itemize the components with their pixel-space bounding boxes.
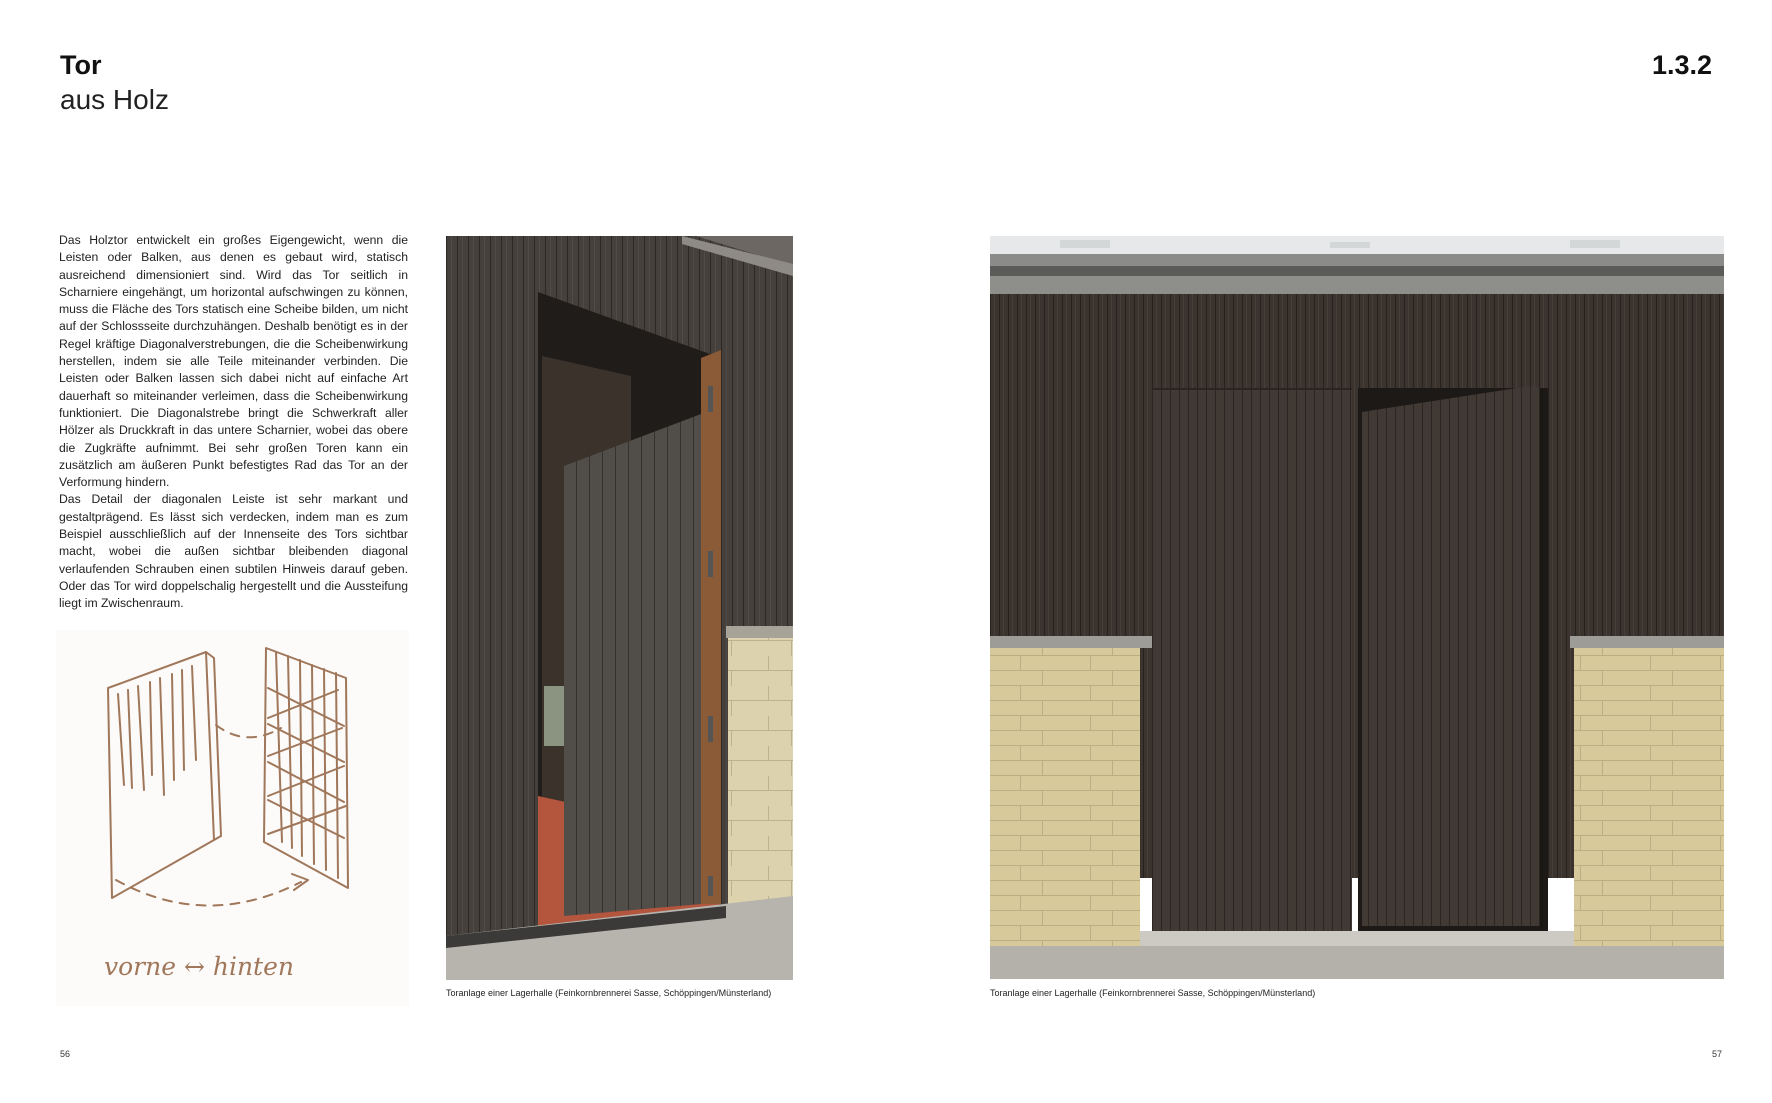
open-door-image xyxy=(446,236,793,980)
page-number-left: 56 xyxy=(60,1049,71,1059)
paragraph-1: Das Holztor entwickelt ein großes Eigengewicht, wenn die Leisten oder Balken, aus denen es gebaut wird, statisch ausreichend dimensioniert sind. Wird das Tor seitlich in Scharniere eingehängt, um horizontal aufschwingen zu können, muss die Fläche des Tors statisch eine Scheibe bilden, um nicht auf der Schlossseite durchzuhängen. Deshalb benötigt es in der Regel kräftige Diagonalverstrebungen, die die Scheibenwirkung herstellen, indem sie alle Teile miteinander verbinden. Die Leisten oder Balken lassen sich dabei nicht auf einfache Art dauerhaft so miteinander verleimen, dass die Scheibenwirkung funktioniert. Die Diagonalstrebe bringt die Schwerkraft aller Hölzer als Druckkraft in das untere Scharnier, wobei das obere die Zugkräfte aufnimmt. Bei sehr großen Toren kann ein zusätzlich am äußeren Punkt befestigtes Rad das Tor an der Verformung hindern. xyxy=(59,233,408,490)
body-text xyxy=(59,232,408,613)
open-door-photo xyxy=(446,236,793,980)
photo-caption-left: Toranlage einer Lagerhalle (Feinkornbrennerei Sasse, Schöppingen/Münsterland) xyxy=(446,988,772,998)
section-number: 1.3.2 xyxy=(1651,50,1712,80)
sketch-drawing xyxy=(56,630,409,1006)
facade-photo xyxy=(990,236,1724,979)
page-title: Tor xyxy=(60,50,102,80)
page-subtitle: aus Holz xyxy=(60,84,169,115)
page-number-right: 57 xyxy=(1712,1049,1723,1059)
photo-caption-right: Toranlage einer Lagerhalle (Feinkornbrennerei Sasse, Schöppingen/Münsterland) xyxy=(990,988,1316,998)
paragraph-2: Das Detail der diagonalen Leiste ist sehr markant und gestaltprägend. Es lässt sich verdecken, indem man es zum Beispiel ausschließlich auf der Innenseite des Tors sichtbar macht, wobei die außen sichtbar bleibenden diagonal verlaufenden Schrauben einen subtilen Hinweis darauf geben. Oder das Tor wird doppelschalig hergestellt und die Aussteifung liegt im Zwischenraum. xyxy=(59,492,408,611)
door-sketch xyxy=(56,630,409,1006)
facade-image xyxy=(990,236,1724,979)
sketch-handwriting: vorne ↔ hinten xyxy=(104,952,295,981)
